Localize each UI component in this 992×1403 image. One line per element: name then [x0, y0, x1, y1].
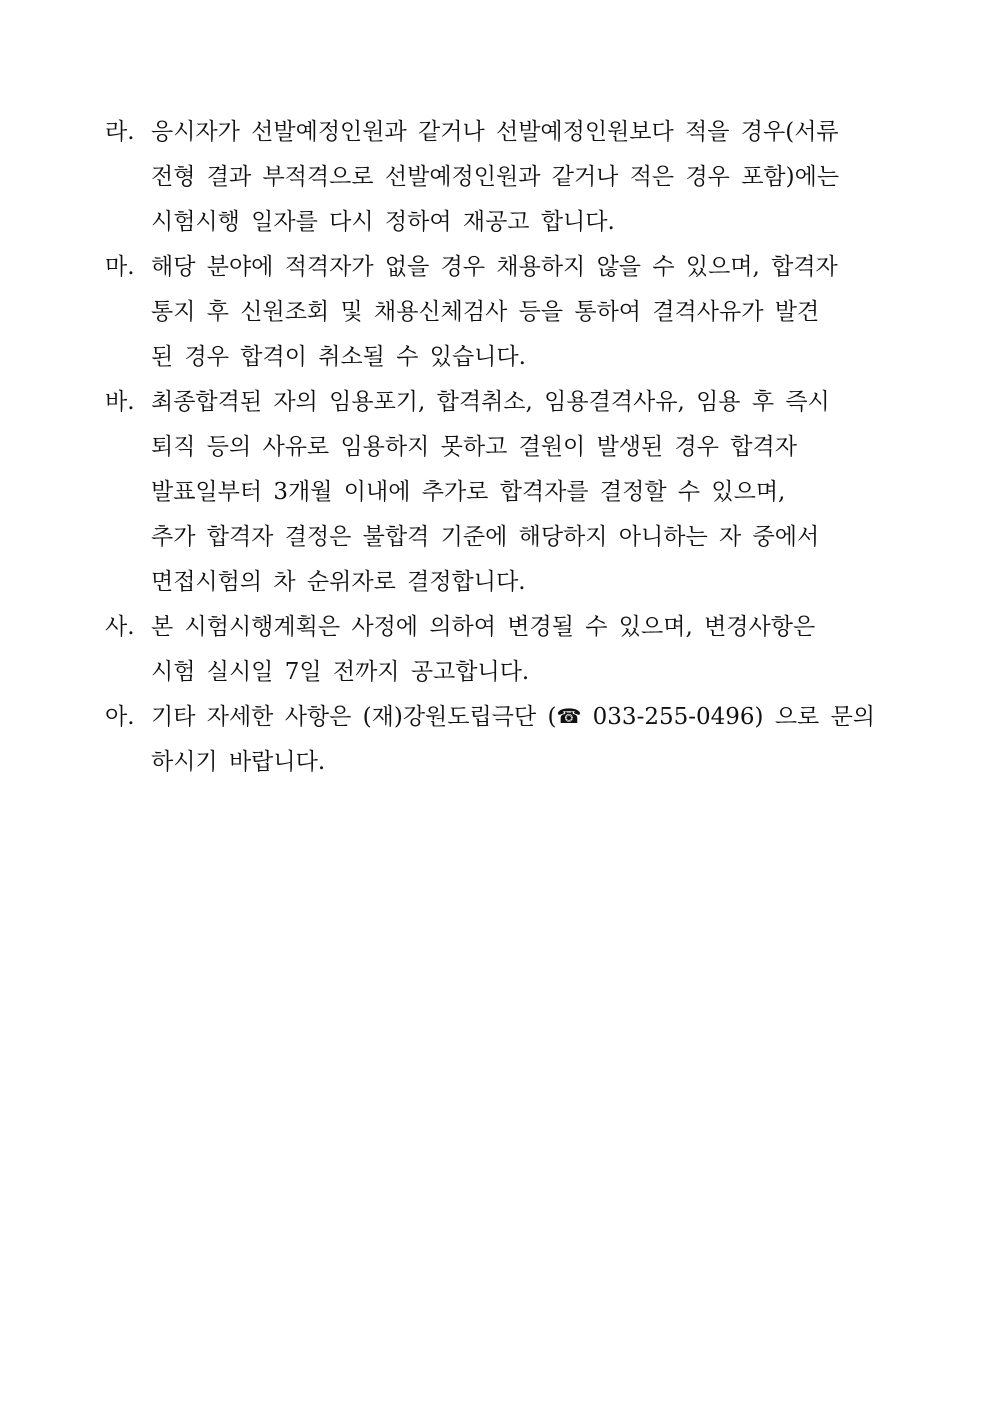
item-marker: 마.	[105, 254, 135, 280]
phone-icon: ☎	[556, 704, 582, 728]
notice-document	[105, 110, 905, 785]
item-text-line: 하시기 바랍니다.	[151, 749, 326, 775]
item-text-line: 퇴직 등의 사유로 임용하지 못하고 결원이 발생된 경우 합격자	[151, 434, 797, 460]
item-marker: 바.	[105, 389, 135, 415]
item-text-line: 최종합격된 자의 임용포기, 합격취소, 임용결격사유, 임용 후 즉시	[151, 389, 830, 415]
item-text-line: 시험 실시일 7일 전까지 공고합니다.	[151, 659, 530, 685]
item-text-line: 면접시험의 차 순위자로 결정합니다.	[151, 569, 526, 595]
notice-item-sa	[105, 605, 905, 695]
item-marker: 아.	[105, 704, 135, 730]
notice-item-ma	[105, 245, 905, 380]
item-text-line: 본 시험시행계획은 사정에 의하여 변경될 수 있으며, 변경사항은	[151, 614, 816, 640]
item-text-line: 통지 후 신원조회 및 채용신체검사 등을 통하여 결격사유가 발견	[151, 299, 820, 325]
item-text-line: 시험시행 일자를 다시 정하여 재공고 합니다.	[151, 209, 615, 235]
notice-item-ra	[105, 110, 905, 245]
item-text-line: 해당 분야에 적격자가 없을 경우 채용하지 않을 수 있으며, 합격자	[151, 254, 838, 280]
item-text-line: 응시자가 선발예정인원과 같거나 선발예정인원보다 적을 경우(서류	[151, 119, 839, 145]
notice-item-ba	[105, 380, 905, 605]
contact-text-before: 기타 자세한 사항은 (재)강원도립극단 (	[151, 704, 557, 730]
item-text-line: 전형 결과 부적격으로 선발예정인원과 같거나 적은 경우 포함)에는	[151, 164, 840, 190]
item-text-line: 발표일부터 3개월 이내에 추가로 합격자를 결정할 수 있으며,	[151, 479, 786, 505]
item-text-line: 추가 합격자 결정은 불합격 기준에 해당하지 아니하는 자 중에서	[151, 524, 820, 550]
item-marker: 사.	[105, 614, 135, 640]
item-marker: 라.	[105, 119, 135, 145]
contact-text-after: 033-255-0496) 으로 문의	[581, 704, 876, 730]
contact-line	[151, 695, 905, 740]
notice-item-a	[105, 695, 905, 785]
item-text-line: 된 경우 합격이 취소될 수 있습니다.	[151, 344, 526, 370]
